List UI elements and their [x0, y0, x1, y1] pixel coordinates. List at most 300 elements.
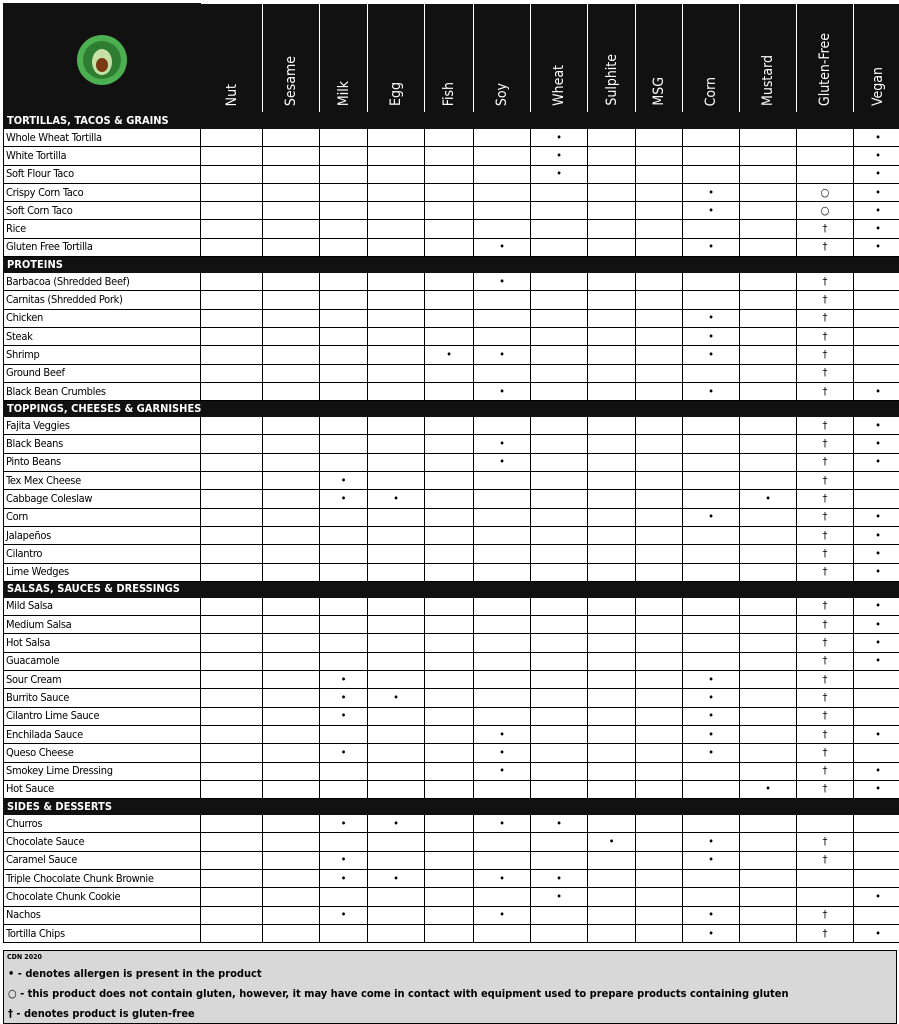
allergen-cell: [263, 346, 320, 364]
allergen-cell: [425, 220, 474, 238]
allergen-cell: [531, 762, 588, 780]
table-row: [4, 309, 899, 327]
allergen-cell: [588, 780, 636, 798]
document-code: CDN 2020: [7, 953, 42, 961]
allergen-cell: [320, 220, 368, 238]
allergen-cell: [263, 327, 320, 345]
allergen-cell: [368, 183, 425, 201]
allergen-cell: [588, 309, 636, 327]
allergen-cell: •: [474, 238, 531, 256]
allergen-cell: [683, 888, 740, 906]
allergen-cell: [320, 508, 368, 526]
table-row: [4, 291, 899, 309]
allergen-cell: [320, 762, 368, 780]
allergen-cell: [636, 508, 683, 526]
allergen-cell: [368, 526, 425, 544]
allergen-cell: [320, 202, 368, 220]
allergen-cell: [636, 906, 683, 924]
allergen-cell: [320, 364, 368, 382]
allergen-cell: [683, 129, 740, 147]
column-header-label: Vegan: [870, 67, 886, 106]
section-header-row: [4, 401, 899, 417]
allergen-cell: [425, 888, 474, 906]
allergen-cell: •: [854, 147, 899, 165]
allergen-cell: [740, 346, 797, 364]
allergen-cell: [368, 851, 425, 869]
allergen-cell: [263, 238, 320, 256]
allergen-cell: [474, 490, 531, 508]
allergen-cell: [797, 165, 854, 183]
allergen-cell: [740, 453, 797, 471]
allergen-cell: [474, 291, 531, 309]
allergen-cell: [368, 833, 425, 851]
table-row: [4, 707, 899, 725]
guac-logo-icon: [76, 34, 128, 86]
allergen-cell: [263, 183, 320, 201]
table-row: [4, 744, 899, 762]
allergen-cell: [636, 851, 683, 869]
allergen-cell: [683, 634, 740, 652]
allergen-cell: [425, 780, 474, 798]
allergen-cell: •: [683, 906, 740, 924]
table-row: [4, 597, 899, 615]
allergen-cell: •: [320, 707, 368, 725]
allergen-cell: [263, 924, 320, 942]
column-header-label: Sulphite: [603, 54, 620, 106]
allergen-cell: •: [854, 435, 899, 453]
allergen-cell: •: [474, 725, 531, 743]
allergen-cell: [201, 744, 263, 762]
allergen-cell: •: [683, 327, 740, 345]
allergen-cell: [740, 309, 797, 327]
allergen-cell: •: [854, 382, 899, 400]
allergen-cell: †: [797, 744, 854, 762]
item-name: White Tortilla: [4, 147, 201, 165]
allergen-cell: [636, 762, 683, 780]
allergen-cell: [636, 616, 683, 634]
allergen-cell: [588, 906, 636, 924]
allergen-cell: [683, 165, 740, 183]
allergen-cell: [531, 634, 588, 652]
allergen-cell: •: [320, 689, 368, 707]
allergen-cell: [263, 597, 320, 615]
allergen-cell: [263, 165, 320, 183]
allergen-cell: [797, 147, 854, 165]
allergen-cell: [474, 417, 531, 435]
section-title: TORTILLAS, TACOS & GRAINS: [4, 113, 899, 129]
allergen-cell: [740, 762, 797, 780]
allergen-cell: [854, 906, 899, 924]
item-name: Sour Cream: [4, 671, 201, 689]
legend-contact: ○ - this product does not contain gluten, however, it may have come in contact with equipment used to prepare products containing gluten: [8, 987, 789, 1000]
allergen-cell: [740, 129, 797, 147]
allergen-cell: [636, 780, 683, 798]
allergen-cell: [636, 924, 683, 942]
allergen-cell: [425, 147, 474, 165]
allergen-cell: [740, 183, 797, 201]
allergen-cell: [201, 634, 263, 652]
allergen-cell: [740, 906, 797, 924]
allergen-cell: [588, 869, 636, 887]
allergen-cell: •: [531, 815, 588, 833]
allergen-cell: [636, 309, 683, 327]
allergen-cell: [425, 725, 474, 743]
allergen-cell: †: [797, 725, 854, 743]
allergen-cell: [320, 238, 368, 256]
allergen-cell: •: [531, 147, 588, 165]
allergen-cell: [636, 165, 683, 183]
allergen-cell: [474, 129, 531, 147]
allergen-cell: [263, 815, 320, 833]
table-row: [4, 869, 899, 887]
allergen-cell: [474, 220, 531, 238]
allergen-cell: [531, 707, 588, 725]
allergen-cell: [636, 129, 683, 147]
allergen-cell: [263, 780, 320, 798]
allergen-cell: [740, 652, 797, 670]
allergen-cell: †: [797, 417, 854, 435]
allergen-cell: [531, 924, 588, 942]
allergen-cell: [588, 744, 636, 762]
allergen-cell: [683, 780, 740, 798]
column-header: [425, 4, 474, 113]
column-header: [854, 4, 899, 113]
allergen-cell: [474, 707, 531, 725]
item-name: Smokey Lime Dressing: [4, 762, 201, 780]
allergen-cell: [263, 869, 320, 887]
allergen-cell: [531, 291, 588, 309]
allergen-cell: •: [683, 725, 740, 743]
allergen-cell: [854, 273, 899, 291]
allergen-cell: •: [474, 762, 531, 780]
allergen-cell: [425, 129, 474, 147]
allergen-cell: [636, 725, 683, 743]
allergen-cell: [425, 744, 474, 762]
allergen-cell: [588, 671, 636, 689]
allergen-cell: [263, 417, 320, 435]
allergen-cell: [636, 472, 683, 490]
item-name: Soft Flour Taco: [4, 165, 201, 183]
allergen-cell: [636, 888, 683, 906]
allergen-cell: [425, 652, 474, 670]
allergen-cell: [588, 238, 636, 256]
allergen-cell: [797, 869, 854, 887]
allergen-cell: [588, 129, 636, 147]
allergen-cell: [474, 671, 531, 689]
allergen-cell: •: [683, 202, 740, 220]
table-row: [4, 815, 899, 833]
table-row: [4, 780, 899, 798]
allergen-cell: [201, 616, 263, 634]
allergen-cell: •: [368, 815, 425, 833]
table-row: [4, 545, 899, 563]
allergen-cell: [474, 472, 531, 490]
allergen-cell: [368, 309, 425, 327]
allergen-cell: [201, 924, 263, 942]
allergen-cell: [588, 382, 636, 400]
allergen-cell: [740, 851, 797, 869]
allergen-cell: [531, 202, 588, 220]
allergen-cell: [740, 238, 797, 256]
table-row: [4, 220, 899, 238]
allergen-cell: [740, 165, 797, 183]
allergen-cell: [797, 129, 854, 147]
allergen-cell: •: [320, 472, 368, 490]
allergen-cell: [683, 762, 740, 780]
allergen-cell: •: [474, 744, 531, 762]
allergen-cell: [320, 291, 368, 309]
allergen-cell: [683, 147, 740, 165]
allergen-cell: •: [854, 453, 899, 471]
allergen-cell: [368, 508, 425, 526]
allergen-cell: [636, 634, 683, 652]
allergen-cell: [588, 815, 636, 833]
section-title: SALSAS, SAUCES & DRESSINGS: [4, 581, 899, 597]
allergen-cell: [320, 725, 368, 743]
section-header-row: [4, 257, 899, 273]
allergen-cell: [740, 147, 797, 165]
allergen-cell: [683, 652, 740, 670]
allergen-cell: [201, 273, 263, 291]
allergen-cell: [368, 906, 425, 924]
allergen-cell: [588, 652, 636, 670]
allergen-cell: •: [683, 924, 740, 942]
table-row: [4, 508, 899, 526]
item-name: Hot Salsa: [4, 634, 201, 652]
item-name: Jalapeños: [4, 526, 201, 544]
allergen-cell: •: [854, 762, 899, 780]
allergen-cell: [425, 165, 474, 183]
table-row: [4, 616, 899, 634]
allergen-cell: [320, 526, 368, 544]
allergen-cell: †: [797, 327, 854, 345]
allergen-cell: [368, 364, 425, 382]
allergen-cell: [854, 309, 899, 327]
allergen-cell: [636, 435, 683, 453]
table-row: [4, 238, 899, 256]
allergen-cell: [588, 526, 636, 544]
item-name: Fajita Veggies: [4, 417, 201, 435]
allergen-cell: †: [797, 364, 854, 382]
allergen-cell: [740, 869, 797, 887]
allergen-cell: •: [854, 924, 899, 942]
allergen-cell: [531, 417, 588, 435]
allergen-cell: [740, 273, 797, 291]
allergen-cell: [683, 597, 740, 615]
allergen-cell: [263, 364, 320, 382]
allergen-cell: [683, 563, 740, 581]
allergen-cell: [588, 851, 636, 869]
allergen-cell: [320, 165, 368, 183]
allergen-cell: [636, 220, 683, 238]
table-row: [4, 273, 899, 291]
allergen-cell: [636, 183, 683, 201]
allergen-cell: [636, 689, 683, 707]
allergen-cell: [636, 327, 683, 345]
column-header-label: Sesame: [283, 55, 299, 106]
allergen-cell: •: [854, 652, 899, 670]
column-header-label: Mustard: [760, 55, 776, 106]
allergen-cell: †: [797, 851, 854, 869]
allergen-cell: [425, 291, 474, 309]
allergen-cell: [740, 291, 797, 309]
allergen-cell: [740, 327, 797, 345]
allergen-cell: †: [797, 472, 854, 490]
allergen-cell: [263, 725, 320, 743]
allergen-cell: [531, 435, 588, 453]
item-name: Mild Salsa: [4, 597, 201, 615]
table-row: [4, 762, 899, 780]
allergen-cell: [854, 707, 899, 725]
column-header-label: Milk: [335, 80, 352, 106]
allergen-cell: [636, 545, 683, 563]
allergen-cell: [320, 634, 368, 652]
allergen-cell: [588, 417, 636, 435]
allergen-cell: •: [320, 744, 368, 762]
allergen-cell: [740, 364, 797, 382]
allergen-cell: [531, 526, 588, 544]
allergen-cell: •: [683, 671, 740, 689]
allergen-cell: [263, 707, 320, 725]
item-name: Chocolate Chunk Cookie: [4, 888, 201, 906]
allergen-cell: [531, 346, 588, 364]
column-header: [797, 4, 854, 113]
allergen-cell: [320, 346, 368, 364]
allergen-cell: [368, 238, 425, 256]
allergen-cell: [368, 147, 425, 165]
allergen-cell: [320, 435, 368, 453]
allergen-cell: [531, 780, 588, 798]
allergen-cell: [201, 780, 263, 798]
item-name: Corn: [4, 508, 201, 526]
allergen-cell: †: [797, 689, 854, 707]
allergen-cell: [201, 869, 263, 887]
allergen-cell: [425, 924, 474, 942]
allergen-cell: [320, 309, 368, 327]
allergen-cell: [588, 490, 636, 508]
item-name: Carnitas (Shredded Pork): [4, 291, 201, 309]
allergen-cell: [740, 924, 797, 942]
item-name: Cilantro Lime Sauce: [4, 707, 201, 725]
allergen-cell: [474, 165, 531, 183]
column-header-label: Wheat: [551, 65, 567, 106]
item-name: Black Beans: [4, 435, 201, 453]
allergen-cell: [320, 129, 368, 147]
allergen-cell: [474, 780, 531, 798]
allergen-cell: •: [588, 833, 636, 851]
item-name: Whole Wheat Tortilla: [4, 129, 201, 147]
allergen-cell: [531, 490, 588, 508]
table-row: [4, 129, 899, 147]
allergen-cell: [531, 453, 588, 471]
allergen-cell: •: [683, 689, 740, 707]
table-row: [4, 924, 899, 942]
allergen-cell: [201, 545, 263, 563]
item-name: Enchilada Sauce: [4, 725, 201, 743]
allergen-cell: [588, 183, 636, 201]
item-name: Guacamole: [4, 652, 201, 670]
allergen-cell: •: [740, 780, 797, 798]
allergen-cell: [201, 129, 263, 147]
allergen-cell: [425, 869, 474, 887]
allergen-cell: •: [474, 273, 531, 291]
column-header: [740, 4, 797, 113]
allergen-cell: [531, 364, 588, 382]
allergen-cell: [740, 202, 797, 220]
allergen-cell: [636, 273, 683, 291]
allergen-cell: [636, 563, 683, 581]
allergen-cell: [425, 382, 474, 400]
allergen-cell: [201, 147, 263, 165]
table-row: [4, 346, 899, 364]
allergen-cell: [201, 888, 263, 906]
allergen-cell: [636, 453, 683, 471]
allergen-cell: [320, 183, 368, 201]
allergen-cell: [531, 833, 588, 851]
column-header-label: MSG: [651, 77, 667, 106]
allergen-cell: [425, 906, 474, 924]
allergen-cell: •: [854, 202, 899, 220]
allergen-cell: [588, 202, 636, 220]
allergen-cell: [263, 490, 320, 508]
allergen-cell: •: [474, 815, 531, 833]
allergen-cell: [201, 291, 263, 309]
allergen-cell: [201, 435, 263, 453]
item-name: Chicken: [4, 309, 201, 327]
allergen-cell: [320, 616, 368, 634]
allergen-cell: •: [740, 490, 797, 508]
allergen-cell: [368, 220, 425, 238]
allergen-cell: [425, 273, 474, 291]
allergen-cell: [263, 634, 320, 652]
table-row: [4, 435, 899, 453]
allergen-cell: [636, 833, 683, 851]
item-name: Ground Beef: [4, 364, 201, 382]
allergen-cell: [201, 652, 263, 670]
allergen-cell: [263, 382, 320, 400]
allergen-cell: •: [683, 851, 740, 869]
column-header: [588, 4, 636, 113]
allergen-cell: [588, 545, 636, 563]
allergen-cell: [531, 744, 588, 762]
column-header: [263, 4, 320, 113]
allergen-cell: [740, 815, 797, 833]
item-name: Steak: [4, 327, 201, 345]
allergen-cell: •: [320, 490, 368, 508]
allergen-cell: [474, 545, 531, 563]
allergen-cell: [636, 291, 683, 309]
allergen-cell: [474, 526, 531, 544]
allergen-cell: [636, 364, 683, 382]
table-row: [4, 634, 899, 652]
allergen-cell: [201, 417, 263, 435]
allergen-cell: [263, 906, 320, 924]
table-row: [4, 453, 899, 471]
allergen-cell: [425, 364, 474, 382]
allergen-cell: [474, 309, 531, 327]
allergen-cell: •: [854, 545, 899, 563]
allergen-cell: [368, 597, 425, 615]
allergen-cell: [854, 364, 899, 382]
allergen-cell: •: [474, 453, 531, 471]
allergen-cell: •: [320, 851, 368, 869]
allergen-cell: [263, 851, 320, 869]
section-header-row: [4, 799, 899, 815]
allergen-cell: [320, 417, 368, 435]
column-header-label: Nut: [223, 83, 240, 106]
allergen-cell: [588, 327, 636, 345]
allergen-cell: [263, 671, 320, 689]
